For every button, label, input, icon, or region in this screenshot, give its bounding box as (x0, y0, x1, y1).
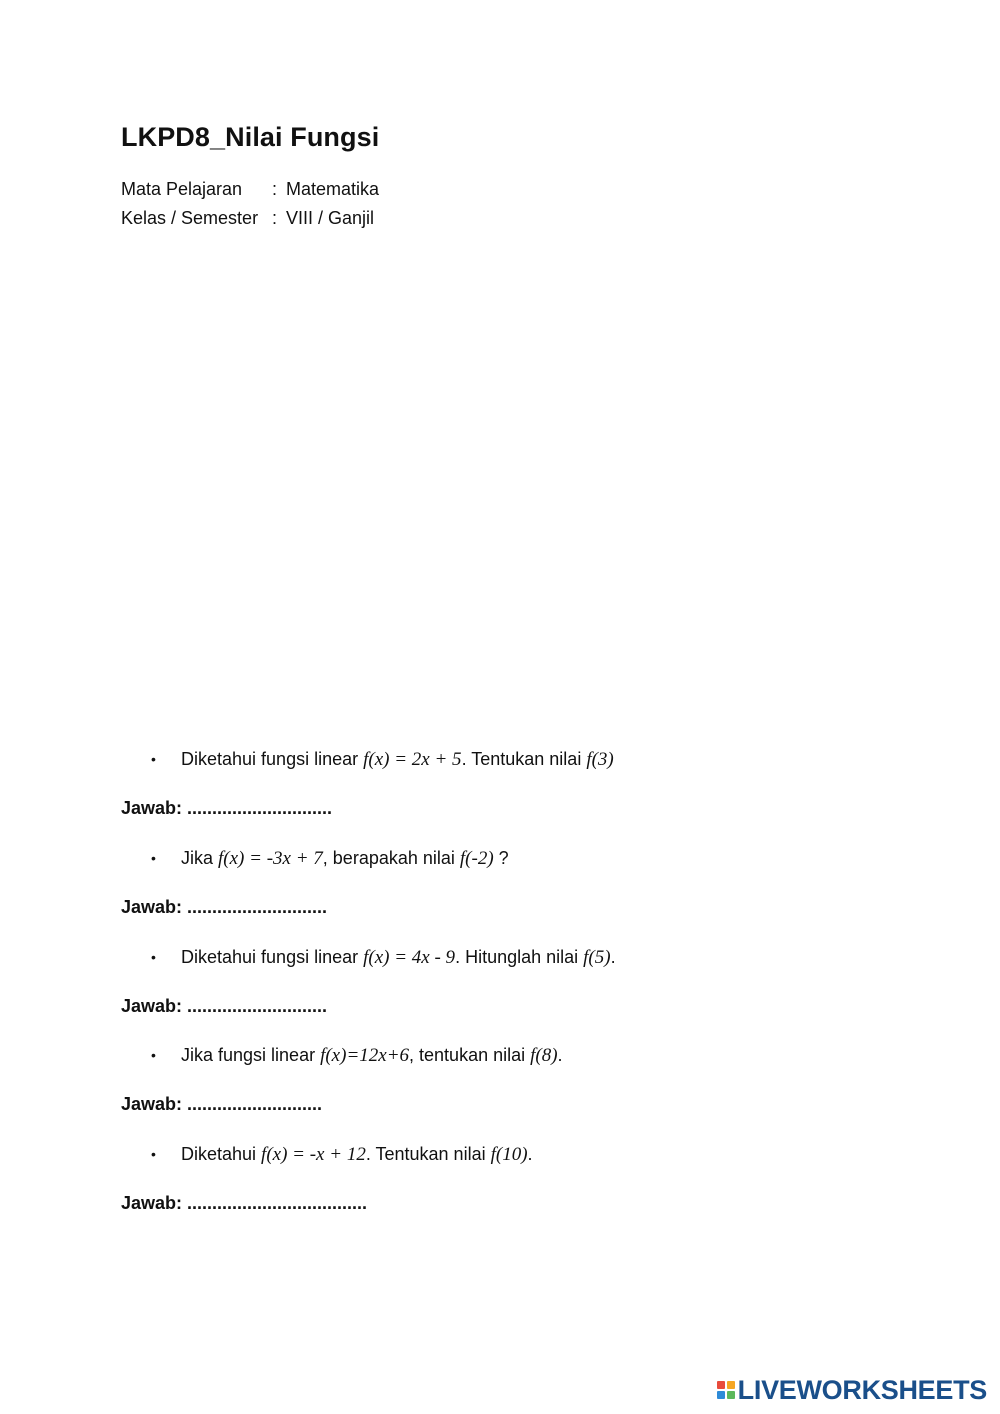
class-semester-separator: : (272, 208, 278, 228)
question-text: , berapakah nilai (322, 848, 460, 868)
function-evaluation: f(3) (586, 749, 614, 770)
question-text: , tentukan nilai (409, 1045, 531, 1065)
question-text: . (527, 1144, 533, 1164)
question-1 (121, 747, 614, 772)
question-text: . Tentukan nilai (461, 749, 587, 769)
function-expression: f(x) = -x + 12 (261, 1144, 366, 1165)
logo-square (717, 1381, 725, 1389)
question-2 (121, 846, 509, 871)
class-semester-label: Kelas / Semester (121, 208, 259, 228)
bullet-icon: • (151, 850, 156, 866)
class-semester-row (121, 207, 374, 229)
logo-square (727, 1381, 735, 1389)
answer-field-1[interactable]: Jawab: ............................. (121, 798, 333, 818)
question-text: Diketahui fungsi linear (181, 749, 364, 769)
question-text: Jika fungsi linear (181, 1045, 321, 1065)
function-evaluation: f(10) (490, 1144, 528, 1165)
question-text: ? (493, 848, 509, 868)
function-evaluation: f(5) (583, 947, 611, 968)
question-text: Diketahui fungsi linear (181, 947, 364, 967)
subject-value: Matematika (286, 179, 380, 199)
question-text: . (610, 947, 616, 967)
function-expression: f(x)=12x+6 (320, 1045, 410, 1066)
class-semester-value: VIII / Ganjil (286, 208, 375, 228)
question-text: . Tentukan nilai (365, 1144, 491, 1164)
question-text: Jika (181, 848, 219, 868)
subject-label: Mata Pelajaran (121, 179, 243, 199)
function-expression: f(x) = 2x + 5 (363, 749, 462, 770)
bullet-icon: • (151, 751, 156, 767)
function-expression: f(x) = 4x - 9 (363, 947, 456, 968)
page-title: LKPD8_Nilai Fungsi (121, 122, 380, 152)
question-text: . (557, 1045, 563, 1065)
bullet-icon: • (151, 1146, 156, 1162)
subject-row (121, 178, 379, 200)
question-5 (121, 1142, 533, 1167)
logo-square (727, 1391, 735, 1399)
liveworksheets-logo (717, 1374, 987, 1406)
logo-square (717, 1391, 725, 1399)
function-evaluation: f(-2) (459, 848, 494, 869)
question-text: . Hitunglah nilai (455, 947, 584, 967)
question-3 (121, 945, 616, 970)
question-4 (121, 1043, 563, 1068)
answer-field-2[interactable]: Jawab: ............................ (121, 897, 328, 917)
function-expression: f(x) = -3x + 7 (218, 848, 323, 869)
question-text: Diketahui (181, 1144, 262, 1164)
bullet-icon: • (151, 949, 156, 965)
logo-mark-icon (717, 1381, 735, 1399)
answer-field-4[interactable]: Jawab: ........................... (121, 1094, 323, 1114)
answer-field-3[interactable]: Jawab: ............................ (121, 996, 328, 1016)
answer-field-5[interactable]: Jawab: .................................... (121, 1193, 368, 1213)
logo-text: LIVEWORKSHEETS (737, 1374, 987, 1405)
function-evaluation: f(8) (530, 1045, 558, 1066)
subject-separator: : (272, 179, 278, 199)
bullet-icon: • (151, 1047, 156, 1063)
